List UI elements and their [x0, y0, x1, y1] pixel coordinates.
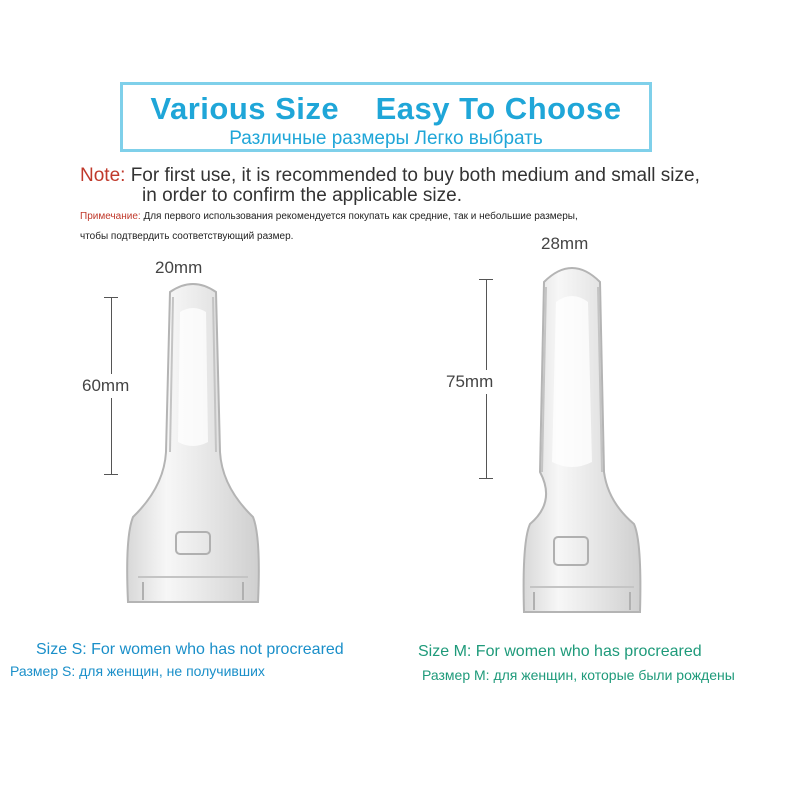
note-label-ru: Примечание:	[80, 211, 141, 222]
note-label: Note:	[80, 165, 126, 186]
title-main: Various Size Easy To Choose	[150, 91, 622, 126]
medium-cup-image	[512, 262, 654, 617]
note-text-line2: in order to confirm the applicable size.	[142, 185, 462, 206]
medium-dim-tick-bottom	[479, 478, 493, 479]
small-caption-en: Size S: For women who has not procreared	[36, 641, 344, 658]
small-dim-tick-bottom	[104, 474, 118, 475]
note-text-ru-line2: чтобы подтвердить соответствующий размер.	[80, 231, 294, 242]
small-caption-ru: Размер S: для женщин, не получивших	[10, 663, 265, 679]
medium-height-label: 75mm	[446, 370, 493, 394]
note-text-line1: For first use, it is recommended to buy both medium and small size,	[130, 165, 700, 186]
note-english	[80, 166, 800, 206]
medium-width-label: 28mm	[541, 234, 589, 253]
title-subtitle: Различные размеры Легко выбрать	[229, 128, 543, 149]
note-russian	[80, 207, 795, 247]
small-cup-image	[118, 282, 268, 607]
medium-caption-en: Size M: For women who has procreared	[418, 643, 702, 660]
note-text-ru-line1: Для первого использования рекомендуется покупать как средние, так и небольшие размеры,	[143, 211, 578, 222]
medium-caption-ru: Размер М: для женщин, которые были рождены	[422, 667, 735, 683]
title-banner	[120, 82, 652, 152]
small-height-label: 60mm	[82, 374, 129, 398]
small-width-label: 20mm	[155, 258, 203, 277]
